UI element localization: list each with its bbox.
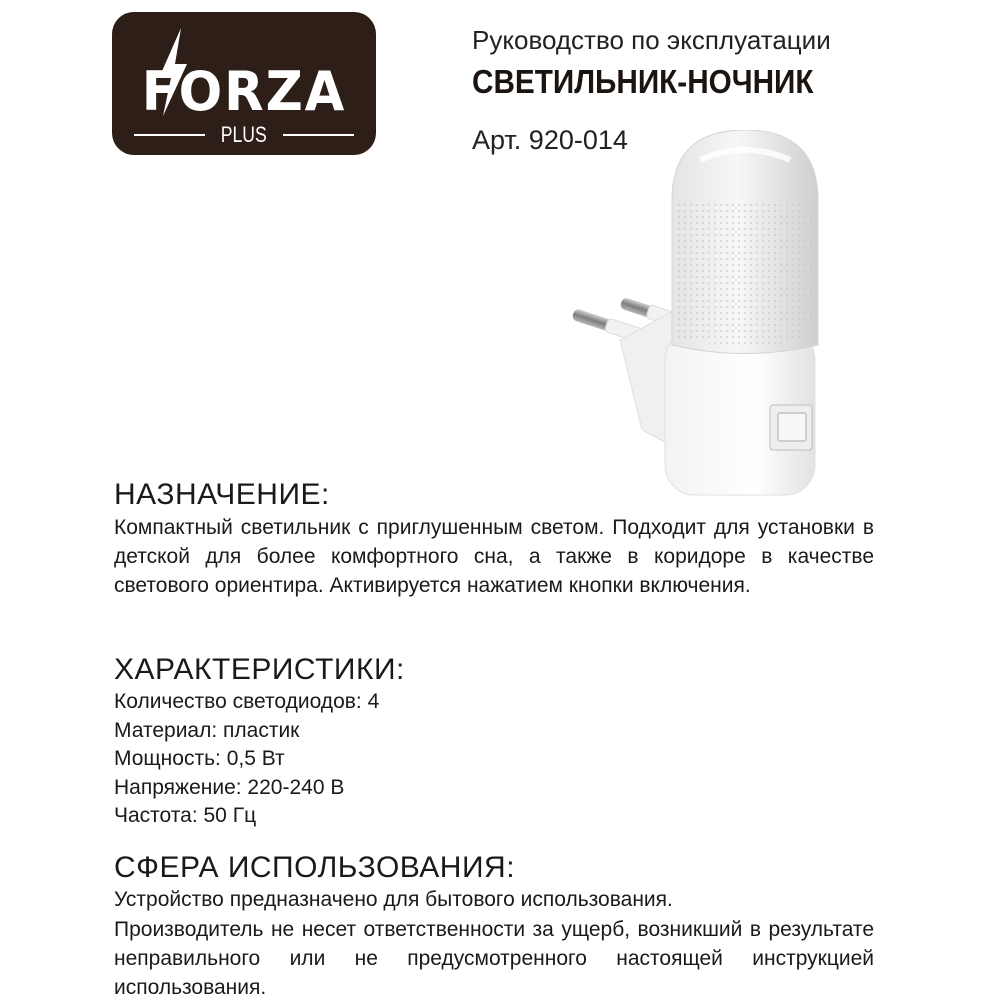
logo-sub-row bbox=[134, 124, 354, 146]
logo-brand-text: FORZA bbox=[141, 60, 347, 123]
document-title: СВЕТИЛЬНИК-НОЧНИК bbox=[472, 63, 814, 100]
usage-line1: Устройство предназначено для бытового использования. bbox=[114, 888, 673, 911]
brand-logo bbox=[112, 12, 376, 155]
specs-heading: ХАРАКТЕРИСТИКИ: bbox=[114, 653, 405, 686]
usage-section bbox=[114, 850, 874, 1002]
night-light-plug-icon bbox=[550, 130, 840, 500]
purpose-section bbox=[114, 477, 874, 600]
spec-voltage: Напряжение: 220-240 В bbox=[114, 775, 345, 799]
logo-sub-text: PLUS bbox=[221, 122, 268, 147]
usage-disclaimer: Производитель не несет ответственности за ущерб, возникший в результате неправильного или не предусмотренного настоящей инструкцией использования. bbox=[114, 917, 874, 999]
spec-power: Мощность: 0,5 Вт bbox=[114, 747, 285, 770]
article-number: Арт. 920-014 bbox=[472, 125, 628, 155]
document-subtitle: Руководство по эксплуатации bbox=[472, 25, 831, 55]
purpose-heading: НАЗНАЧЕНИЕ: bbox=[114, 478, 330, 511]
spec-frequency: Частота: 50 Гц bbox=[114, 804, 257, 827]
specs-section bbox=[114, 652, 874, 831]
spec-material: Материал: пластик bbox=[114, 718, 300, 742]
usage-heading: СФЕРА ИСПОЛЬЗОВАНИЯ: bbox=[114, 851, 516, 884]
spec-led-count: Количество светодиодов: 4 bbox=[114, 690, 380, 713]
purpose-text: Компактный светильник с приглушенным светом. Подходит для установки в детской для более комфортного сна, а также в коридоре в качестве светового ориентира. Активируется нажатием кнопки включения. bbox=[114, 516, 874, 597]
logo-divider-left bbox=[134, 134, 205, 136]
logo-divider-right bbox=[283, 134, 354, 136]
